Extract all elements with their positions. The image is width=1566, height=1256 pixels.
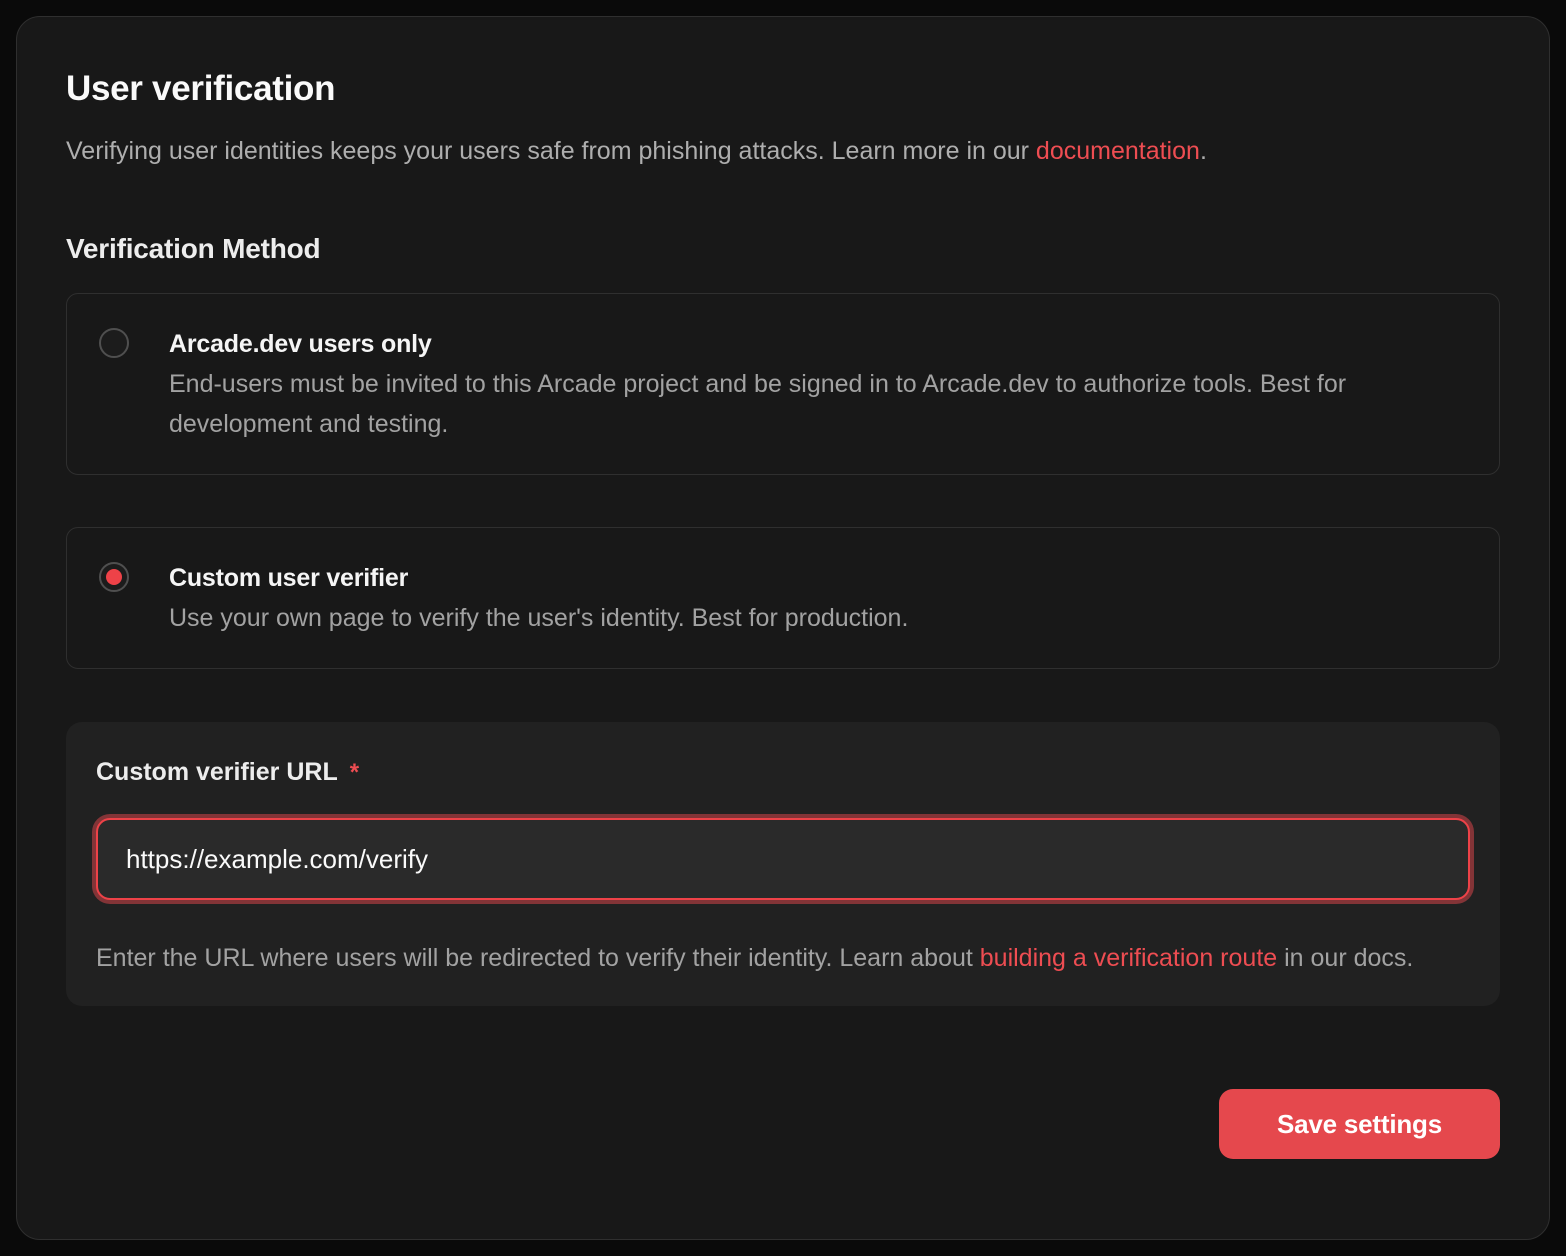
radio-custom-user-verifier[interactable] xyxy=(99,562,129,592)
option-body xyxy=(169,558,908,638)
radio-dot xyxy=(106,569,122,585)
option-custom-user-verifier[interactable] xyxy=(66,527,1500,669)
documentation-link[interactable]: documentation xyxy=(1035,137,1200,165)
custom-verifier-url-label-row xyxy=(96,752,1470,793)
custom-verifier-help-text xyxy=(96,938,1470,978)
subtitle-period: . xyxy=(1199,137,1207,165)
option-label: Custom user verifier xyxy=(169,564,409,592)
radio-arcade-users-only[interactable] xyxy=(99,328,129,358)
building-verification-route-link[interactable]: building a verification route xyxy=(979,944,1278,972)
subtitle-text: Verifying user identities keeps your users safe from phishing attacks. Learn more in our xyxy=(66,137,1036,165)
actions-row xyxy=(66,1089,1500,1159)
user-verification-panel xyxy=(16,16,1550,1240)
custom-verifier-url-input[interactable] xyxy=(96,818,1470,900)
option-arcade-users-only[interactable] xyxy=(66,293,1500,475)
option-description: Use your own page to verify the user's identity. Best for production. xyxy=(169,604,909,632)
option-body xyxy=(169,324,1439,444)
help-text-suffix: in our docs. xyxy=(1277,944,1414,972)
radio-dot xyxy=(106,335,122,351)
save-settings-button[interactable]: Save settings xyxy=(1219,1089,1500,1159)
option-label: Arcade.dev users only xyxy=(169,330,432,358)
verification-method-heading: Verification Method xyxy=(66,233,321,264)
custom-verifier-card xyxy=(66,722,1500,1006)
page-subtitle xyxy=(66,131,1500,171)
help-text-prefix: Enter the URL where users will be redirected to verify their identity. Learn about xyxy=(96,944,980,972)
page-title: User verification xyxy=(66,69,336,108)
required-asterisk: * xyxy=(349,759,360,786)
custom-verifier-url-label: Custom verifier URL xyxy=(96,758,338,786)
option-description: End-users must be invited to this Arcade project and be signed in to Arcade.dev to authorize tools. Best for development and testing. xyxy=(169,370,1347,438)
